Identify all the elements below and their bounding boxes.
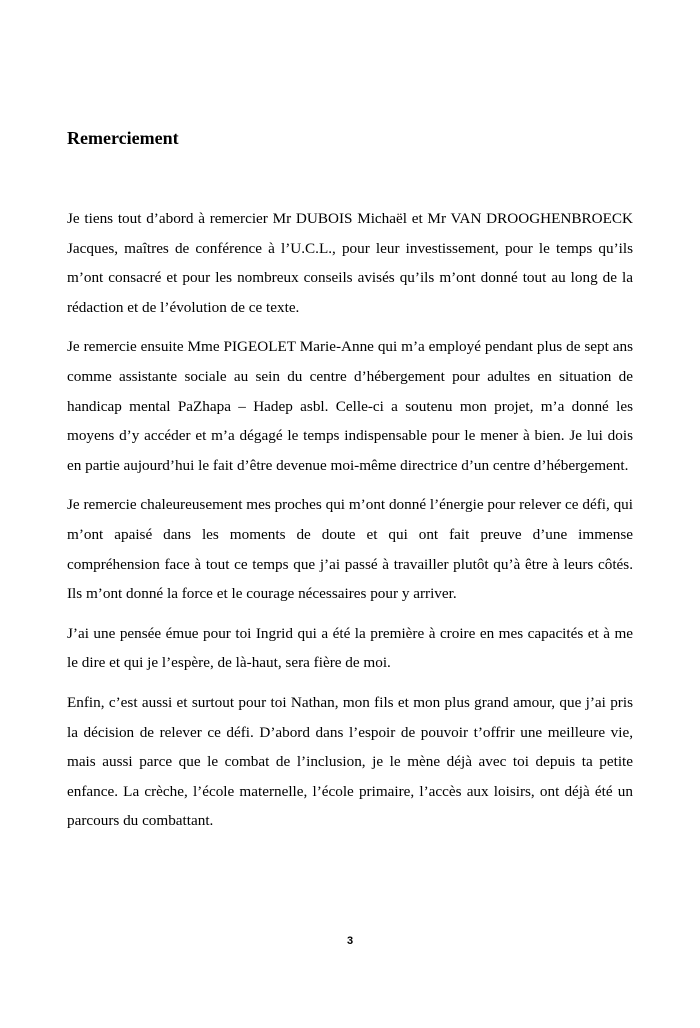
paragraph-thanks-supervisors: Je tiens tout d’abord à remercier Mr DUBOIS Michaël et Mr VAN DROOGHENBROECK Jacques, maîtres de conférence à l’U.C.L., pour leur investissement, pour le temps qu’ils m’ont consacré et pour les nombreux conseils avisés qu’ils m’ont donné tout au long de la rédaction et de l’évolution de ce texte. xyxy=(67,210,633,316)
page-number: 3 xyxy=(346,935,354,947)
paragraph-thanks-family: Je remercie chaleureusement mes proches qui m’ont donné l’énergie pour relever ce défi, qui m’ont apaisé dans les moments de doute et qui ont fait preuve d’une immense compréhension face à tout ce temps que j’ai passé à travailler plutôt qu’à être à leurs côtés. Ils m’ont donné la force et le courage nécessaires pour y arriver. xyxy=(67,496,633,603)
body-text xyxy=(67,204,633,846)
paragraph-thanks-employer: Je remercie ensuite Mme PIGEOLET Marie-Anne qui m’a employé pendant plus de sept ans comme assistante sociale au sein du centre d’hébergement pour adultes en situation de handicap mental PaZhapa – Hadep asbl. Celle-ci a soutenu mon projet, m’a donné les moyens d’y accéder et m’a dégagé le temps indispensable pour le mener à bien. Je lui dois en partie aujourd’hui le fait d’être devenue moi-même directrice d’un centre d’hébergement. xyxy=(67,338,633,474)
paragraph-thanks-ingrid: J’ai une pensée émue pour toi Ingrid qui a été la première à croire en mes capacités et à me le dire et qui je l’espère, de là-haut, sera fière de moi. xyxy=(67,624,633,672)
page-title: Remerciement xyxy=(67,128,179,148)
paragraph-thanks-nathan: Enfin, c’est aussi et surtout pour toi Nathan, mon fils et mon plus grand amour, que j’ai pris la décision de relever ce défi. D’abord dans l’espoir de pouvoir t’offrir une meilleure vie, mais aussi parce que le combat de l’inclusion, je le mène déjà avec toi depuis ta petite enfance. La crèche, l’école maternelle, l’école primaire, l’accès aux loisirs, ont déjà été un parcours du combattant. xyxy=(67,693,633,830)
